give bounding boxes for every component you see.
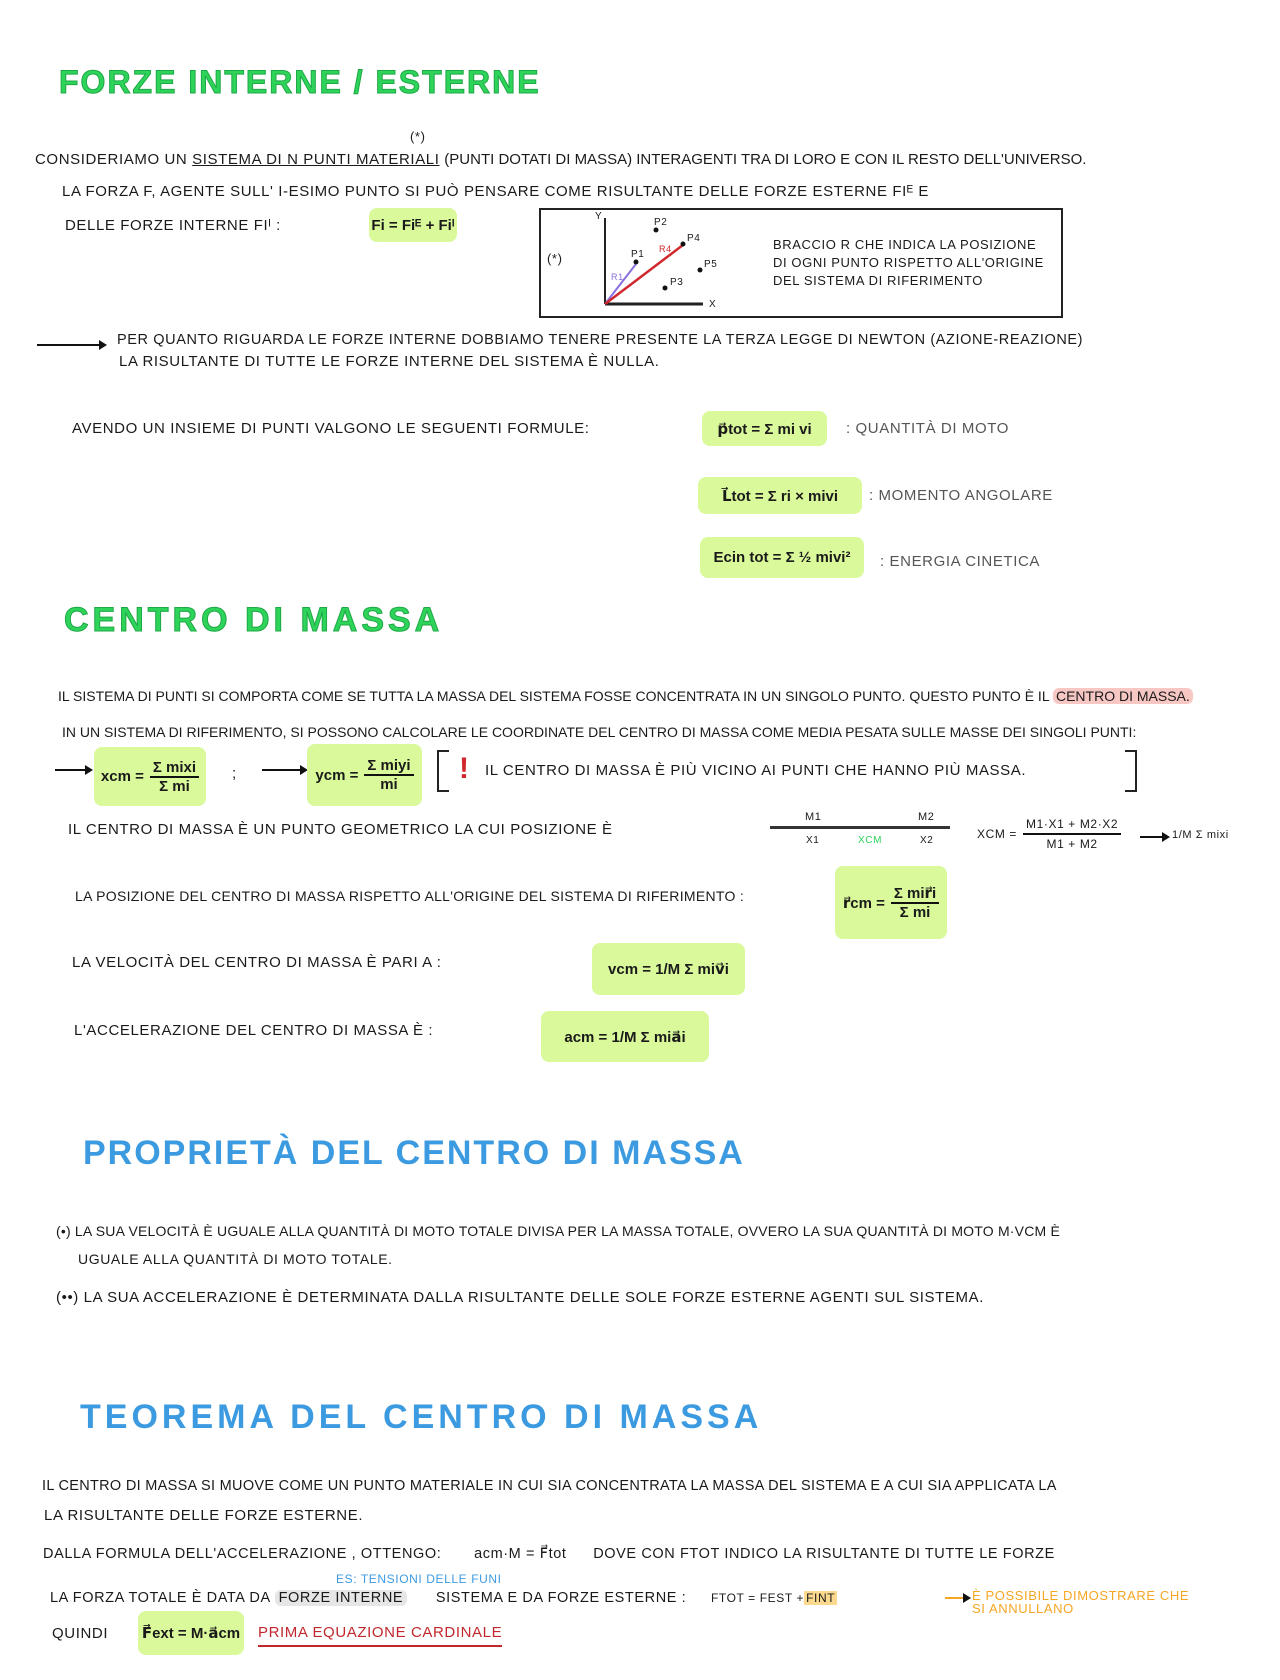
- position-label: X2: [920, 835, 934, 846]
- formula-label: : ENERGIA CINETICA: [880, 553, 1040, 570]
- arrow-icon: [262, 769, 302, 771]
- formula-label: : QUANTITÀ DI MOTO: [846, 420, 1010, 437]
- warning-text: IL CENTRO DI MASSA È PIÙ VICINO AI PUNTI CHE HANNO PIÙ MASSA.: [485, 762, 1027, 779]
- arrow-icon: [37, 344, 101, 346]
- vector-label: R1: [611, 272, 624, 282]
- text-line: DALLA FORMULA DELL'ACCELERAZIONE , OTTENGO: acm·M = F⃗tot DOVE CON FTOT INDICO LA RISULTANTE DI TUTTE LE FORZE: [43, 1546, 1055, 1562]
- formula-acm: acm = 1/M Σ mia⃗i: [541, 1011, 709, 1062]
- text-line: PER QUANTO RIGUARDA LE FORZE INTERNE DOBBIAMO TENERE PRESENTE LA TERZA LEGGE DI NEWTON (AZIONE-REAZIONE): [117, 332, 1084, 348]
- point-label: P2: [654, 217, 668, 228]
- point-label: P1: [631, 249, 645, 260]
- caption-line: DEL SISTEMA DI RIFERIMENTO: [773, 273, 983, 288]
- position-label: XCM: [858, 835, 883, 846]
- text-line: IN UN SISTEMA DI RIFERIMENTO, SI POSSONO CALCOLARE LE COORDINATE DEL CENTRO DI MASSA COME MEDIA PESATA SULLE MASSE DEI SINGOLI PUNTI:: [62, 724, 1137, 740]
- mass-label: M1: [805, 811, 822, 823]
- point-label: P4: [687, 233, 701, 244]
- text-line: DELLE FORZE INTERNE FIᴵ :: [65, 217, 281, 234]
- vector-label: R4: [659, 244, 672, 254]
- formula-xcm: xcm = $\frac{\text{Σ mixi}}{\text{Σ mi}}$: [94, 747, 206, 806]
- formula-xcm-general: 1/M Σ mixi: [1172, 829, 1229, 841]
- star-marker: (*): [547, 251, 563, 266]
- formula-fi: Fi = Fiᴱ + Fiᴵ: [369, 208, 457, 242]
- axis-y-label: Y: [595, 211, 603, 222]
- text-line: LA FORZA TOTALE È DATA DA FORZE INTERNE SISTEMA E DA FORZE ESTERNE : FTOT = FEST + FINT: [50, 1590, 836, 1606]
- point-label: P5: [704, 259, 718, 270]
- position-diagram: [539, 208, 1063, 318]
- text-line: LA VELOCITÀ DEL CENTRO DI MASSA È PARI A :: [72, 954, 442, 971]
- separator: ;: [232, 765, 237, 782]
- note-tensioni: ES: TENSIONI DELLE FUNI: [336, 1572, 502, 1586]
- formula-momentum: p⃗tot = Σ mi vi: [702, 411, 827, 446]
- formula-label: : MOMENTO ANGOLARE: [869, 487, 1053, 504]
- text-line: LA POSIZIONE DEL CENTRO DI MASSA RISPETTO ALL'ORIGINE DEL SISTEMA DI RIFERIMENTO :: [75, 888, 745, 904]
- property-item: (••) LA SUA ACCELERAZIONE È DETERMINATA DALLA RISULTANTE DELLE SOLE FORZE ESTERNE AGENTI SUL SISTEMA.: [56, 1289, 984, 1306]
- section-title-teorema: TEOREMA DEL CENTRO DI MASSA: [80, 1398, 763, 1436]
- property-item: UGUALE ALLA QUANTITÀ DI MOTO TOTALE.: [78, 1251, 393, 1267]
- formula-xcm-two: XCM = $\frac{M1\cdot X1 + M2\cdot X2}{M1 + M2}$: [977, 815, 1121, 853]
- text-line: IL SISTEMA DI PUNTI SI COMPORTA COME SE TUTTA LA MASSA DEL SISTEMA FOSSE CONCENTRATA IN UN SINGOLO PUNTO. QUESTO PUNTO È IL CENTRO DI MASSA.: [58, 687, 1193, 705]
- formula-vcm: vcm = 1/M Σ miv⃗i: [592, 943, 745, 995]
- highlight-fint: FINT: [806, 1591, 836, 1605]
- arrow-icon: [55, 769, 87, 771]
- section-title-forze: FORZE INTERNE / ESTERNE: [59, 64, 541, 100]
- section-title-proprieta: PROPRIETÀ DEL CENTRO DI MASSA: [83, 1134, 745, 1172]
- highlight-forze-interne: FORZE INTERNE: [275, 1590, 408, 1606]
- formula-ycm: ycm = $\frac{\text{Σ miyi}}{mi}$: [307, 744, 422, 806]
- text-line: LA RISULTANTE DELLE FORZE ESTERNE.: [44, 1507, 364, 1524]
- section-title-centro: CENTRO DI MASSA: [64, 601, 444, 639]
- text-line: LA RISULTANTE DI TUTTE LE FORZE INTERNE DEL SISTEMA È NULLA.: [119, 353, 660, 370]
- mass-label: M2: [918, 811, 935, 823]
- caption-line: BRACCIO R CHE INDICA LA POSIZIONE: [773, 237, 1037, 252]
- point-label: P3: [670, 277, 684, 288]
- note-annullano: È POSSIBILE DIMOSTRARE CHE SI ANNULLANO: [972, 1588, 1190, 1616]
- arrow-icon: [945, 1597, 965, 1599]
- formula-fext: F⃗ext = M·a⃗cm: [138, 1611, 244, 1655]
- text-line: IL CENTRO DI MASSA È UN PUNTO GEOMETRICO LA CUI POSIZIONE È: [68, 821, 613, 838]
- highlight-centro-di-massa: CENTRO DI MASSA.: [1053, 688, 1193, 704]
- formula-angular-momentum: L⃗tot = Σ ri × mivi: [698, 477, 862, 514]
- property-item: (•) LA SUA VELOCITÀ È UGUALE ALLA QUANTITÀ DI MOTO TOTALE DIVISA PER LA MASSA TOTALE, OVVERO LA SUA QUANTITÀ DI MOTO M·VCM È: [56, 1223, 1061, 1239]
- text-line: LA FORZA F, AGENTE SULL' I-ESIMO PUNTO SI PUÒ PENSARE COME RISULTANTE DELLE FORZE ESTERNE FIᴱ E: [62, 183, 930, 200]
- formula-kinetic-energy: Ecin tot = Σ ½ mivi²: [700, 537, 864, 578]
- text-line: IL CENTRO DI MASSA SI MUOVE COME UN PUNTO MATERIALE IN CUI SIA CONCENTRATA LA MASSA DEL SISTEMA E A CUI SIA APPLICATA LA: [42, 1478, 1057, 1494]
- arrow-icon: [1140, 836, 1164, 838]
- star-marker: (*): [410, 129, 426, 144]
- text-line: CONSIDERIAMO UN SISTEMA DI N PUNTI MATERIALI (PUNTI DOTATI DI MASSA) INTERAGENTI TRA DI LORO E CON IL RESTO DELL'UNIVERSO.: [35, 151, 1087, 168]
- mass-line-diagram: [770, 808, 950, 848]
- warning-icon: !: [459, 752, 469, 785]
- caption-line: DI OGNI PUNTO RISPETTO ALL'ORIGINE: [773, 255, 1044, 270]
- formula-rcm: r⃗cm = $\frac{\text{Σ mir⃗i}}{\text{Σ mi}}$: [835, 866, 947, 939]
- warning-bracket: [437, 750, 1137, 792]
- position-label: X1: [806, 835, 820, 846]
- text-line: L'ACCELERAZIONE DEL CENTRO DI MASSA È :: [74, 1022, 434, 1039]
- axis-x-label: X: [709, 299, 717, 310]
- diagram-caption: [773, 236, 1044, 290]
- text-line: AVENDO UN INSIEME DI PUNTI VALGONO LE SEGUENTI FORMULE:: [72, 420, 590, 437]
- label-prima-equazione: PRIMA EQUAZIONE CARDINALE: [258, 1624, 502, 1647]
- text-line: QUINDI: [52, 1625, 109, 1642]
